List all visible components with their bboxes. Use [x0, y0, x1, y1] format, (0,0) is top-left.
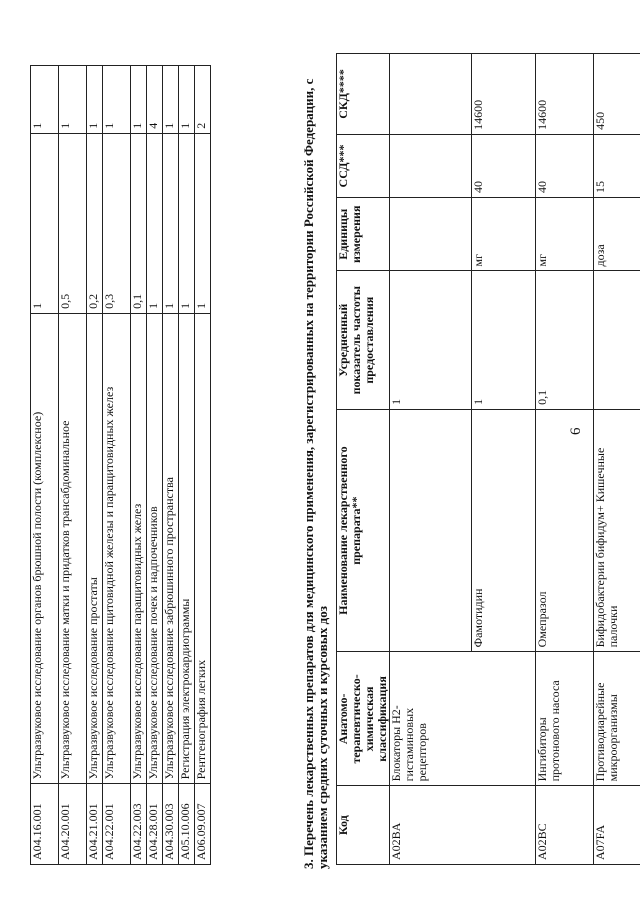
header-code: Код — [337, 786, 390, 865]
service-code: А04.21.001 — [87, 784, 103, 865]
drug-name: Фамотидин — [472, 409, 536, 652]
drug-skd: 450 — [594, 54, 640, 135]
service-multiplicity: 1 — [179, 66, 195, 134]
service-code: А04.16.001 — [31, 784, 59, 865]
service-multiplicity: 1 — [87, 66, 103, 134]
drug-code: A02BA — [390, 786, 536, 865]
drug-name: Омепразол — [536, 409, 594, 652]
service-multiplicity: 1 — [31, 66, 59, 134]
service-code: А06.09.007 — [195, 784, 211, 865]
drug-frequency — [594, 271, 640, 409]
header-ssd: ССД*** — [337, 134, 390, 197]
header-drug-name: Наименование лекарственного препарата** — [337, 409, 390, 652]
service-code: А04.28.001 — [147, 784, 163, 865]
service-multiplicity: 1 — [163, 66, 179, 134]
header-unit: Единицы измерения — [337, 197, 390, 271]
drug-skd: 14600 — [536, 54, 594, 135]
rotated-content — [20, 35, 620, 875]
service-code: А04.22.003 — [131, 784, 147, 865]
service-code: А04.20.001 — [59, 784, 87, 865]
service-frequency: 1 — [31, 133, 59, 313]
header-atc: Анатомо-терапевтическо-химическая классификация — [337, 652, 390, 786]
table-row — [179, 66, 195, 865]
page-number: 6 — [568, 427, 584, 435]
service-name: Регистрация электрокардиограммы — [179, 313, 195, 783]
drug-name — [390, 409, 472, 652]
service-frequency: 0,1 — [131, 133, 147, 313]
table-row — [103, 66, 131, 865]
service-code: А04.22.001 — [103, 784, 131, 865]
drug-unit: доза — [594, 197, 640, 271]
services-table — [30, 65, 211, 865]
table-row — [131, 66, 147, 865]
drug-ssd: 40 — [472, 134, 536, 197]
service-name: Рентгенография легких — [195, 313, 211, 783]
service-code: А04.30.003 — [163, 784, 179, 865]
table-row — [59, 66, 87, 865]
table-row — [390, 54, 472, 865]
drug-frequency: 0,1 — [536, 271, 594, 409]
service-name: Ультразвуковое исследование забрюшинного пространства — [163, 313, 179, 783]
drug-unit: мг — [472, 197, 536, 271]
service-name: Ультразвуковое исследование паращитовидных желез — [131, 313, 147, 783]
service-name: Ультразвуковое исследование простаты — [87, 313, 103, 783]
service-frequency: 1 — [195, 133, 211, 313]
service-name: Ультразвуковое исследование органов брюшной полости (комплексное) — [31, 313, 59, 783]
drug-skd — [390, 54, 472, 135]
drug-ssd: 40 — [536, 134, 594, 197]
section-heading: 3. Перечень лекарственных препаратов для медицинского применения, зарегистрированных на территории Российской Федерации, с указанием средних суточных и курсовых доз — [301, 78, 330, 869]
table-row — [147, 66, 163, 865]
drug-code: A07FA — [594, 786, 640, 865]
drug-unit — [390, 197, 472, 271]
drug-ssd: 15 — [594, 134, 640, 197]
service-multiplicity: 2 — [195, 66, 211, 134]
table-header-row — [337, 54, 390, 865]
drug-atc: Противодиарейные микроорганизмы — [594, 652, 640, 786]
table-row — [536, 54, 594, 865]
table-row — [195, 66, 211, 865]
table-row — [163, 66, 179, 865]
drug-ssd — [390, 134, 472, 197]
service-frequency: 0,2 — [87, 133, 103, 313]
drug-code: A02BC — [536, 786, 594, 865]
table-row — [594, 54, 640, 865]
service-multiplicity: 1 — [103, 66, 131, 134]
service-multiplicity: 1 — [131, 66, 147, 134]
service-name: Ультразвуковое исследование матки и придатков трансабдоминальное — [59, 313, 87, 783]
service-multiplicity: 4 — [147, 66, 163, 134]
service-code: А05.10.006 — [179, 784, 195, 865]
drug-frequency: 1 — [390, 271, 472, 409]
table-row — [31, 66, 59, 865]
service-frequency: 0,5 — [59, 133, 87, 313]
service-multiplicity: 1 — [59, 66, 87, 134]
drug-unit: мг — [536, 197, 594, 271]
drug-name: Бифидобактерии бифидум+ Кишечные палочки — [594, 409, 640, 652]
header-frequency: Усредненный показатель частоты предоставления — [337, 271, 390, 409]
drug-atc: Ингибиторы протонового насоса — [536, 652, 594, 786]
service-name: Ультразвуковое исследование почек и надпочечников — [147, 313, 163, 783]
drug-frequency: 1 — [472, 271, 536, 409]
service-frequency: 1 — [179, 133, 195, 313]
drugs-table — [336, 53, 640, 865]
drug-skd: 14600 — [472, 54, 536, 135]
header-skd: СКД**** — [337, 54, 390, 135]
table-row — [87, 66, 103, 865]
drug-atc: Блокаторы Н2-гистаминовых рецепторов — [390, 652, 536, 786]
service-frequency: 1 — [147, 133, 163, 313]
service-frequency: 1 — [163, 133, 179, 313]
service-name: Ультразвуковое исследование щитовидной железы и паращитовидных желез — [103, 313, 131, 783]
service-frequency: 0,3 — [103, 133, 131, 313]
